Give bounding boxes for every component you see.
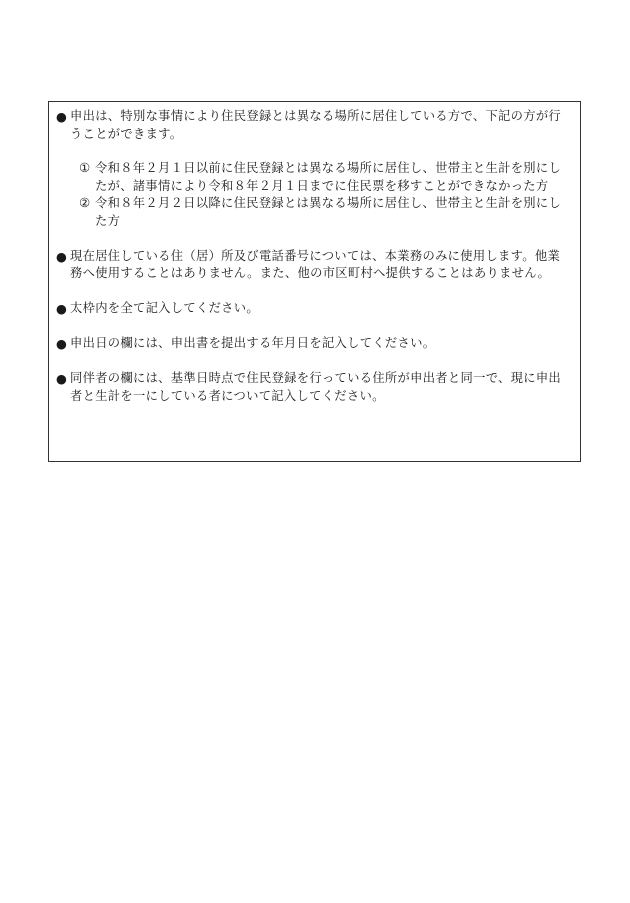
- spacer: [57, 230, 572, 248]
- spacer: [57, 353, 572, 371]
- notice-item-text: 太枠内を全て記入してください。: [70, 301, 259, 315]
- notice-item-text: 申出は、特別な事情により住民登録とは異なる場所に居住している方で、下記の方が行うことができます。: [70, 109, 562, 141]
- bullet-icon: ●: [56, 109, 68, 124]
- notice-box: [48, 101, 581, 462]
- notice-item-eligibility: [57, 108, 572, 230]
- case-marker: ①: [79, 161, 91, 175]
- bullet-icon: ●: [56, 248, 68, 264]
- notice-item-privacy: [57, 248, 572, 283]
- case-text: 令和８年２月２日以降に住民登録とは異なる場所に居住し、世帯主と生計を別にした方: [95, 196, 562, 228]
- eligibility-case-2: [79, 195, 572, 230]
- spacer: [57, 318, 572, 336]
- case-marker: ②: [79, 196, 91, 210]
- spacer: [57, 283, 572, 301]
- notice-item-text: 同伴者の欄には、基準日時点で住民登録を行っている住所が申出者と同一で、現に申出者と生計を一にしている者について記入してください。: [70, 371, 562, 403]
- bullet-icon: ●: [56, 336, 68, 351]
- eligibility-case-1: [79, 160, 572, 195]
- notice-item-companions: [57, 370, 572, 405]
- notice-item-text: 現在居住している住（居）所及び電話番号については、本業務のみに使用します。他業務へ使用することはありません。また、他の市区町村へ提供することはありません。: [70, 248, 561, 280]
- case-text: 令和８年２月１日以前に住民登録とは異なる場所に居住し、世帯主と生計を別にしたが、諸事情により令和８年２月１日までに住民票を移すことができなかった方: [95, 161, 562, 193]
- notice-item-text: 申出日の欄には、申出書を提出する年月日を記入してください。: [70, 336, 436, 350]
- bullet-icon: ●: [56, 371, 68, 386]
- notice-item-application-date: [57, 335, 572, 353]
- eligibility-sub-list: [70, 160, 572, 230]
- notice-item-fill-all: [57, 300, 572, 318]
- bullet-icon: ●: [56, 301, 68, 316]
